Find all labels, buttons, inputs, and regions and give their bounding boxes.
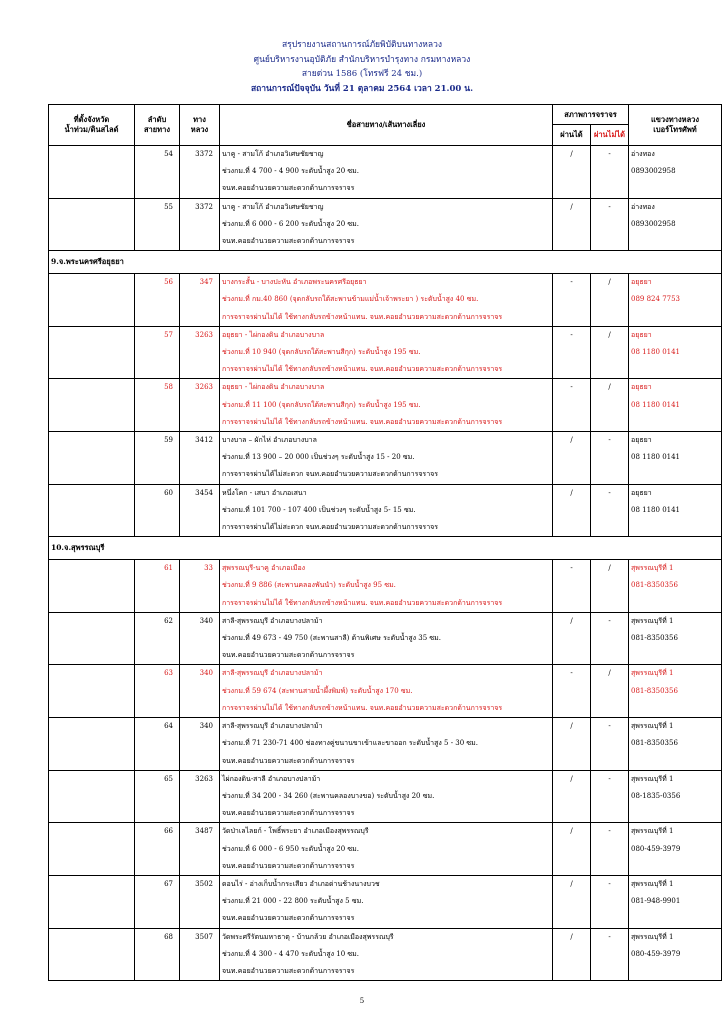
route-line: จนท.คอยอำนวยความสะดวกด้านการจราจร [222,756,355,765]
route-line: ช่วงกม.ที่ 49 673 - 49 750 (สะพานสาลี) ด้านพิเศษ ระดับน้ำสูง 35 ซม. [222,634,441,643]
contact-cell [629,274,722,327]
route-cell [220,432,553,485]
route-line: ช่วงกม.ที่ 71 230-71 400 ช่องทางคู่ขนานขาเข้าและขาออก ระดับน้ำสูง 5 - 30 ซม. [222,739,479,748]
route-line: วัดป่าเลไลยก์ - โพธิ์พระยา อำเภอเมืองสุพรรณบุรี [222,827,369,836]
seq-cell: 68 [135,928,180,981]
route-line: การจราจรผ่านไม่ได้ ใช้ทางกลับรถข้างหน้าแทน. จนท.คอยอำนวยความสะดวกด้านการจราจร [222,703,503,712]
route-line: จนท.คอยอำนวยความสะดวกด้านการจราจร [222,651,355,660]
highway-cell: 3263 [180,326,220,379]
route-line: ช่วงกม.ที่ 13 900 – 20 000 เป็นช่วงๆ ระดับน้ำสูง 15 - 20 ซม. [222,453,415,462]
route-line: นาคู - สามโก้ อำเภอวิเศษชัยชาญ [222,202,324,211]
header-contact-line2: เบอร์โทรศัพท์ [653,125,697,134]
route-cell [220,770,553,823]
route-line: จนท.คอยอำนวยความสะดวกด้านการจราจร [222,966,355,975]
header-contact-line1: แขวงทางหลวง [650,115,700,124]
route-line: ช่วงกม.ที่ 6 000 - 6 200 ระดับน้ำสูง 20 ซม. [222,219,359,228]
area-cell [49,665,135,718]
contact-cell [629,379,722,432]
highway-cell: 3454 [180,484,220,537]
highway-cell: 3372 [180,198,220,251]
route-line: จนท.คอยอำนวยความสะดวกด้านการจราจร [222,861,355,870]
report-agency: ศูนย์บริหารงานอุบัติภัย สำนักบริหารบำรุงทาง กรมทางหลวง [253,54,471,65]
route-line: ช่วงกม.ที่ 59 674 (สะพานสายน้ำผึ้งพิมพ์) ระดับน้ำสูง 170 ซม. [222,686,413,695]
pass-cell: - [553,665,591,718]
table-row [49,612,722,665]
pass-cell: / [553,612,591,665]
route-line: การจราจรผ่านได้ไม่สะดวก จนท.คอยอำนวยความสะดวกด้านการจราจร [222,523,438,532]
table-row [49,718,722,771]
district-name: สุพรรณบุรีที่ 1 [631,722,674,731]
highway-cell: 347 [180,274,220,327]
route-line: จนท.คอยอำนวยความสะดวกด้านการจราจร [222,914,355,923]
table-row [49,198,722,251]
seq-cell: 55 [135,198,180,251]
phone-number: 089 824 7753 [631,295,681,304]
area-cell [49,274,135,327]
route-cell [220,612,553,665]
route-line: จนท.คอยอำนวยความสะดวกด้านการจราจร [222,237,355,246]
header-nopass: ผ่านไม่ได้ [591,125,629,146]
route-line: ช่วงกม.ที่ 34 200 - 34 260 (สะพานคลองบางขอ) ระดับน้ำสูง 20 ซม. [222,791,435,800]
route-line: ดอนไร่ - อ่างเก็บน้ำกระเสียว อำเภอด่านช้างนางบวช [222,879,380,888]
highway-cell: 3502 [180,875,220,928]
province-row [49,537,722,560]
route-line: ช่วงกม.ที่ 101 700 - 107 400 เป็นช่วงๆ ระดับน้ำสูง 5- 15 ซม. [222,505,416,514]
header-seq [135,105,180,146]
table-body [49,146,722,981]
district-name: สุพรรณบุรีที่ 1 [631,879,674,888]
table-row [49,146,722,199]
route-cell [220,928,553,981]
area-cell [49,379,135,432]
route-line: ช่วงกม.ที่ 4 700 - 4 900 ระดับน้ำสูง 20 ซม. [222,167,359,176]
seq-cell: 62 [135,612,180,665]
contact-cell [629,665,722,718]
highway-cell: 340 [180,718,220,771]
route-cell [220,326,553,379]
nopass-cell: / [591,326,629,379]
route-cell [220,665,553,718]
seq-cell: 66 [135,823,180,876]
phone-number: 08 1180 0141 [631,505,681,514]
pass-cell: / [553,718,591,771]
header-route: ชื่อสายทาง/เส้นทางเลี่ยง [220,105,553,146]
nopass-cell: - [591,718,629,771]
phone-number: 0893002958 [631,219,676,228]
phone-number: 080-459-3979 [631,949,681,958]
seq-cell: 65 [135,770,180,823]
area-cell [49,432,135,485]
table-row [49,326,722,379]
header-hwy-line2: หลวง [190,125,209,134]
nopass-cell: - [591,484,629,537]
route-line: จนท.คอยอำนวยความสะดวกด้านการจราจร [222,809,355,818]
header-area-line1: ที่ตั้งจังหวัด [73,115,110,124]
phone-number: 081-8350356 [631,739,678,748]
report-header [0,38,724,96]
area-cell [49,770,135,823]
seq-cell: 57 [135,326,180,379]
route-line: บางกระสั้น - บางปะหัน อำเภอพระนครศรีอยุธยา [222,278,367,287]
route-line: ช่วงกม.ที่ 10 940 (จุดกลับรถใต้สะพานสีกุก) ระดับน้ำสูง 195 ซม. [222,348,421,357]
nopass-cell: / [591,560,629,613]
district-name: อ่างทอง [631,150,655,158]
pass-cell: / [553,484,591,537]
table-row [49,432,722,485]
route-line: วัดพระศรีรัตนมหาธาตุ - บ้านกล้วย อำเภอเมืองสุพรรณบุรี [222,932,394,941]
contact-cell [629,560,722,613]
nopass-cell: - [591,612,629,665]
route-line: ช่วงกม.ที่ กม.40 860 (จุดกลับรถใต้สะพานข้ามแม่น้ำเจ้าพระยา ) ระดับน้ำสูง 40 ซม. [222,295,479,304]
nopass-cell: - [591,928,629,981]
header-hwy-line1: ทาง [193,115,206,124]
contact-cell [629,718,722,771]
phone-number: 08 1180 0141 [631,348,681,357]
route-line: ช่วงกม.ที่ 9 886 (สะพานคลองพันนำ) ระดับน้ำสูง 95 ซม. [222,581,396,590]
pass-cell: / [553,432,591,485]
contact-cell [629,326,722,379]
route-cell [220,198,553,251]
highway-cell: 3263 [180,770,220,823]
nopass-cell: - [591,875,629,928]
route-line: การจราจรผ่านไม่ได้ ใช้ทางกลับรถข้างหน้าแทน. จนท.คอยอำนวยความสะดวกด้านการจราจร [222,312,503,321]
nopass-cell: - [591,770,629,823]
highway-cell: 3507 [180,928,220,981]
seq-cell: 61 [135,560,180,613]
pass-cell: / [553,146,591,199]
province-row [49,251,722,274]
pass-cell: / [553,770,591,823]
header-area-line2: น้ำท่วม/ดินสไลด์ [64,125,119,134]
table-row [49,560,722,613]
district-name: สุพรรณบุรีที่ 1 [631,774,674,783]
phone-number: 08-1835-0356 [631,791,681,800]
phone-number: 081-948-9901 [631,897,681,906]
route-line: สุพรรณบุรี-นาคู อำเภอเมือง [222,564,306,573]
route-cell [220,484,553,537]
route-line: อยุธยา - ไผ่กองดิน อำเภอบางบาล [222,383,325,392]
phone-number: 081-8350356 [631,686,678,695]
area-cell [49,875,135,928]
contact-cell [629,823,722,876]
contact-cell [629,198,722,251]
route-line: อยุธยา - ไผ่กองดิน อำเภอบางบาล [222,330,325,339]
pass-cell: / [553,928,591,981]
contact-cell [629,875,722,928]
phone-number: 081-8350356 [631,634,678,643]
area-cell [49,326,135,379]
header-seq-line2: สายทาง [143,125,170,134]
route-cell [220,560,553,613]
district-name: สุพรรณบุรีที่ 1 [631,564,674,573]
area-cell [49,718,135,771]
area-cell [49,928,135,981]
highway-cell: 340 [180,612,220,665]
seq-cell: 56 [135,274,180,327]
district-name: อยุธยา [631,330,652,339]
contact-cell [629,770,722,823]
highway-cell: 3412 [180,432,220,485]
header-seq-line1: ลำดับ [147,115,167,124]
nopass-cell: / [591,379,629,432]
phone-number: 0893002958 [631,167,676,176]
area-cell [49,823,135,876]
contact-cell [629,612,722,665]
route-line: การจราจรผ่านไม่ได้ ใช้ทางกลับรถข้างหน้าแทน. จนท.คอยอำนวยความสะดวกด้านการจราจร [222,365,503,374]
table-header-row [49,105,722,125]
area-cell [49,612,135,665]
contact-cell [629,928,722,981]
province-name: 10.จ.สุพรรณบุรี [49,537,722,560]
table-row [49,484,722,537]
pass-cell: - [553,560,591,613]
route-line: บางบาล – ผักไห่ อำเภอบางบาล [222,436,317,445]
route-line: สาลี-สุพรรณบุรี อำเภอบางปลาม้า [222,722,323,731]
route-line: ช่วงกม.ที่ 11 100 (จุดกลับรถใต้สะพานสีกุก) ระดับน้ำสูง 195 ซม. [222,400,421,409]
table-row [49,274,722,327]
route-cell [220,718,553,771]
nopass-cell: / [591,665,629,718]
district-name: อยุธยา [631,278,652,287]
district-name: สุพรรณบุรีที่ 1 [631,616,674,625]
phone-number: 081-8350356 [631,581,678,590]
pass-cell: - [553,274,591,327]
district-name: อ่างทอง [631,202,655,211]
province-name: 9.จ.พระนครศรีอยุธยา [49,251,722,274]
route-cell [220,146,553,199]
route-line: นาคู - สามโก้ อำเภอวิเศษชัยชาญ [222,150,324,158]
route-line: การจราจรผ่านได้ไม่สะดวก จนท.คอยอำนวยความสะดวกด้านการจราจร [222,470,438,479]
nopass-cell: - [591,432,629,485]
route-line: การจราจรผ่านไม่ได้ ใช้ทางกลับรถข้างหน้าแทน. จนท.คอยอำนวยความสะดวกด้านการจราจร [222,598,503,607]
contact-cell [629,146,722,199]
phone-number: 08 1180 0141 [631,400,681,409]
district-name: อยุธยา [631,383,652,392]
phone-number: 08 1180 0141 [631,453,681,462]
district-name: สุพรรณบุรีที่ 1 [631,932,674,941]
route-line: การจราจรผ่านไม่ได้ ใช้ทางกลับรถข้างหน้าแทน. จนท.คอยอำนวยความสะดวกด้านการจราจร [222,417,503,426]
route-cell [220,274,553,327]
area-cell [49,146,135,199]
seq-cell: 64 [135,718,180,771]
header-contact [629,105,722,146]
report-title: สรุปรายงานสถานการณ์ภัยพิบัติบนทางหลวง [281,40,443,50]
table-row [49,665,722,718]
header-status: สภาพการจราจร [553,105,629,125]
nopass-cell: - [591,198,629,251]
route-line: ไผ่กองดิน-สาลี อำเภอบางปลาม้า [222,774,321,783]
highway-cell: 340 [180,665,220,718]
route-line: ช่วงกม.ที่ 21 000 - 22 800 ระดับน้ำสูง 5 ซม. [222,897,364,906]
pass-cell: - [553,379,591,432]
route-line: สาลี-สุพรรณบุรี อำเภอบางปลาม้า [222,616,323,625]
route-line: ช่วงกม.ที่ 6 000 - 6 950 ระดับน้ำสูง 20 ซม. [222,844,359,853]
pass-cell: / [553,198,591,251]
highway-cell: 33 [180,560,220,613]
header-pass: ผ่านได้ [553,125,591,146]
phone-number: 080-459-3979 [631,844,681,853]
area-cell [49,198,135,251]
contact-cell [629,484,722,537]
pass-cell: - [553,326,591,379]
route-cell [220,875,553,928]
seq-cell: 63 [135,665,180,718]
area-cell [49,560,135,613]
flood-status-table [48,104,722,981]
district-name: สุพรรณบุรีที่ 1 [631,827,674,836]
highway-cell: 3372 [180,146,220,199]
page-number: 5 [359,997,365,1005]
route-cell [220,823,553,876]
header-area [49,105,135,146]
pass-cell: / [553,823,591,876]
district-name: อยุธยา [631,488,652,497]
route-line: ช่วงกม.ที่ 4 300 - 4 470 ระดับน้ำสูง 10 ซม. [222,949,359,958]
highway-cell: 3263 [180,379,220,432]
route-line: จนท.คอยอำนวยความสะดวกด้านการจราจร [222,184,355,193]
district-name: อยุธยา [631,436,652,445]
seq-cell: 67 [135,875,180,928]
seq-cell: 59 [135,432,180,485]
table-row [49,928,722,981]
table-row [49,379,722,432]
seq-cell: 60 [135,484,180,537]
district-name: สุพรรณบุรีที่ 1 [631,669,674,678]
contact-cell [629,432,722,485]
area-cell [49,484,135,537]
route-line: หนึ่งโคก - เสนา อำเภอเสนา [222,488,307,497]
table-row [49,770,722,823]
report-hotline: สายด่วน 1586 (โทรฟรี 24 ชม.) [301,69,423,79]
report-timestamp: สถานการณ์ปัจจุบัน วันที่ 21 ตุลาคม 2564 เวลา 21.00 น. [250,83,474,94]
seq-cell: 58 [135,379,180,432]
pass-cell: / [553,875,591,928]
nopass-cell: - [591,146,629,199]
route-line: สาลี-สุพรรณบุรี อำเภอบางปลาม้า [222,669,323,678]
route-cell [220,379,553,432]
table-row [49,823,722,876]
seq-cell: 54 [135,146,180,199]
nopass-cell: / [591,274,629,327]
highway-cell: 3487 [180,823,220,876]
header-hwy [180,105,220,146]
nopass-cell: - [591,823,629,876]
table-row [49,875,722,928]
